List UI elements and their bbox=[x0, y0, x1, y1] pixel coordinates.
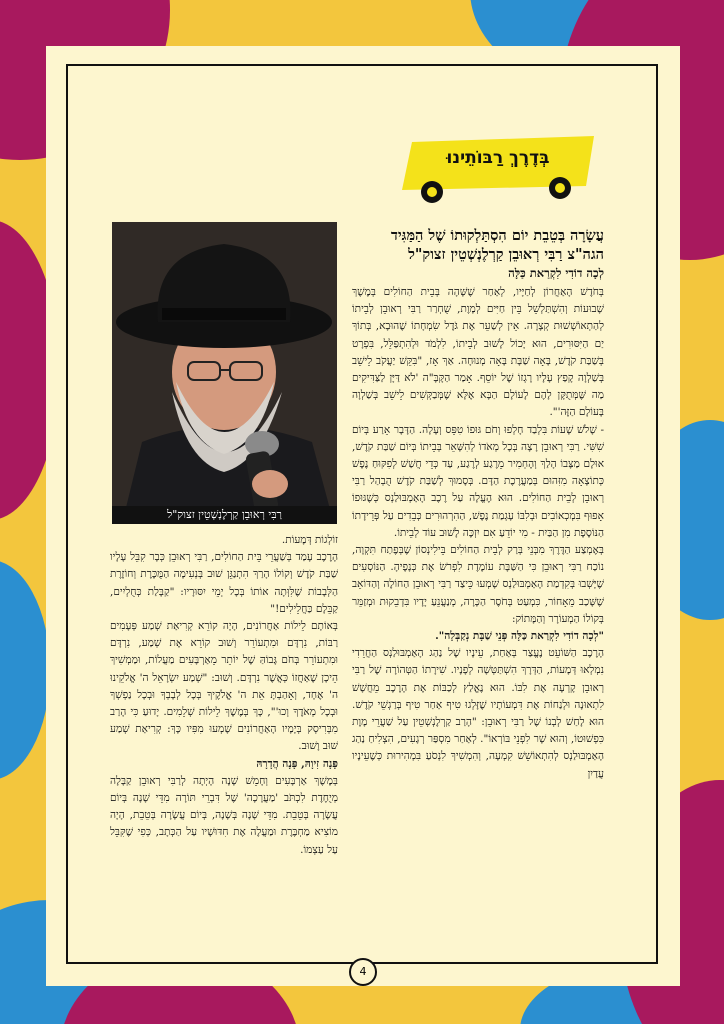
bg-blob bbox=[0, 560, 50, 780]
paragraph-quote: "לְכָה דוֹדִי לִקְרַאת כַּלָּה פְּנֵי שַׁבָּת נְקַבְּלָה". bbox=[435, 630, 604, 643]
paragraph: זוֹלְגוֹת דְּמָעוֹת. bbox=[281, 534, 338, 546]
photo-caption: רַבִּי רְאוּבֵן קַרְלֶנְשְׁטֵין זצוק"ל bbox=[112, 506, 337, 524]
portrait-illustration bbox=[112, 222, 337, 524]
page-number: 4 bbox=[349, 958, 377, 986]
bus-icon bbox=[398, 136, 598, 208]
paragraph: - שָׁלֹשׁ שָׁעוֹת בִּלְבַד חָלְפוּ וְחֹם גּוּפוֹ טִפֵּס וְעָלָה. הַדָּבָר אֵרַע בְּיוֹם שִׁשִּׁי. רַבִּי רְאוּבֵן רָצָה בְּכָל מְאֹדוֹ לְהִשָּׁאֵר בְּבֵיתוֹ בְּיוֹם שַׁבַּת קֹדֶשׁ, אוּלָם מַצָּבוֹ הָלַךְ וְהֶחְמִיר מֵרֶגַע לְרֶגַע, עַד כְּדֵי חֲשַׁשׁ לְפִקּוּחַ נֶפֶשׁ כְּתוֹצָאָה מִזִּהוּם בְּמַעֲרֶכֶת הַדָּם. בְּסָמוּךְ לְשַׁבַּת קֹדֶשׁ הֻבְהַל רַבִּי רְאוּבֵן לְבֵית הַחוֹלִים. הוּא הֶעֱלָה עַל רֶכֶב הָאַמְבּוּלַנְס כְּשֶׁגּוּפוֹ אָפוּף בִּמְכְאוֹבִים וּבְלִבּוֹ עָגְמַת נֶפֶשׁ, הַהִרְהוּרִים כְּבֵדִים עַל פְּרֵידָתוֹ הַנּוֹסֶפֶת מִן הַבַּיִת - מִי יוֹדֵעַ אִם יִזְכֶּה לָשׁוּב עוֹד לְבֵיתוֹ. bbox=[352, 423, 604, 539]
paragraph: בְּאֶמְצַע הַדֶּרֶךְ מִבְּנֵי בְּרַק לְבֵית הַחוֹלִים בֵּילִינְסוֹן שֶׁבְּפֶתַח תִּקְוָה, נוֹכַח רַבִּי רְאוּבֵן כִּי הַשַּׁבָּת עוֹמֶדֶת לִפְרֹשׂ אֶת כְּנָפֶיהָ. הַנּוֹסְעִים שֶׁיָּשְׁבוּ בְּקִדְמַת הָאַמְבּוּלַנְס שָׁמְעוּ כֵּיצַד רַבִּי רְאוּבֵן הַחוֹלֶה וְהַדּוֹאֵב שֶׁשָּׁכַב מֵאָחוֹר, כִּמְעַט בְּחֹסֶר הַכָּרָה, מְנַעֲנֵעַ יָדָיו בִּדְבֵקוּת וּמְזַמֵּר בְּקוֹלוֹ הַמְעוֹרָר וְהַמָּתוֹק: bbox=[352, 544, 604, 625]
portrait-photo bbox=[112, 222, 337, 524]
section-subheading: פָּנָה זִיוָהּ, פָּנָה הֲדָרָהּ bbox=[256, 757, 338, 770]
paragraph: הָרֶכֶב עָמַד בְּשַׁעֲרֵי בֵּית הַחוֹלִים, רַבִּי רְאוּבֵן כְּבָר קִבֵּל עָלָיו שַׁבַּת קֹדֶשׁ וְקוֹלוֹ הָרַךְ הִתְנַגֵּן שׁוּב בְּנְעִימָה הַמֻּכֶּרֶת וְחוֹזֶרֶת הַלְּבָבוֹת שֶׁלִּוְּתָה אוֹתוֹ בְּכָל יְמֵי יִסּוּרָיו: "קַבָּלַת כְּחֻלְיִים, קַבֵּלָם כַּחֲלֵילִים!" bbox=[110, 551, 338, 615]
paragraph: בְּאוֹתָם לֵילוֹת אַחֲרוֹנִים, הָיָה קוֹרֵא קְרִיאַת שְׁמַע פְּעָמִים רַבּוֹת, נִרְדָּם וּמִתְעוֹרֵר וְשׁוּב קוֹרֵא אֶת שְׁמַע, נִרְדָּם וּמִתְעוֹרֵר בְּחֹם גָּבוֹהַּ שֶׁל יוֹתֵר מֵאַרְבָּעִים מַעֲלוֹת, וּמַמְשִׁיךְ הֵיכָן שֶׁאַחֲזוֹ כְּאֲשֶׁר נִרְדָּם. וְשׁוּב: "שְׁמַע יִשְׂרָאֵל ה' אֱלֹקֵינוּ ה' אֶחָד, וְאָהַבְתָּ אֵת ה' אֱלֹקֶיךָ בְּכָל לְבָבְךָ וּבְכָל נַפְשְׁךָ וּבְכָל מְאֹדֶךָ וְכוּ'", כָּךְ בְּמֶשֶׁךְ לֵילוֹת שְׁלֵמִים. יָדוּעַ כִּי הָרַב מִבְּרִיסְק בְּיָמָיו הָאַחֲרוֹנִים שָׁמְעוּ מִפִּיו כָּךְ: קְרִיאַת שְׁמַע שׁוּב וָשׁוּב. bbox=[110, 620, 338, 753]
article-title: עֲשָׂרָה בְּטֵבֵת יוֹם הִסְתַּלְקוּתוֹ שֶׁל הַמַּגִּיד הגה"צ רַבִּי רְאוּבֵן קַרְלֶנְשְׁטֵין זצוק"ל bbox=[390, 227, 604, 263]
paragraph: בְּחֹדֶשׁ הָאַחֲרוֹן לְחַיָּיו, לְאַחַר שֶׁשָּׁהָה בְּבֵית הַחוֹלִים בְּמֶשֶׁךְ שָׁבוּעוֹת וְהִשְׁתַּלְשֵׁל בֵּין חַיִּים לְמָוֶת, שֻׁחְרַר רַבִּי רְאוּבֵן לְבֵיתוֹ לְהַתְאוֹשְׁשׁוּת קְצָרָה. אֵין לְשַׁעֵר אֶת גֹּדֶל שִׂמְחָתוֹ שֶׁהוּבָא, בְּתוֹךְ יַם הַיִּסּוּרִים, הוּא יָכוֹל לָשׁוּב לְבֵיתוֹ, לִלְמֹד וּלְהִתְפַּלֵּל, בִּפְרָט בְּשַׁבַּת קֹדֶשׁ, בָּאָה שַׁבָּת בָּאָה מְנוּחָה. אַךְ אָז, "בִּקֵּשׁ יַעֲקֹב לֵישֵׁב בְּשַׁלְוָה קָפַץ עָלָיו רָגְזוֹ שֶׁל יוֹסֵף. אָמַר הַקָּבָּ"ה 'לֹא דַּיָּן לַצַּדִּיקִים מַה שֶּׁמְּתֻקָּן לָהֶם לָעוֹלָם הַבָּא אֶלָּא שֶׁמְּבַקְּשִׁים לֵישֵׁב בְּשַׁלְוָה בָּעוֹלָם הַזֶּה'". bbox=[352, 286, 604, 419]
article-column-right bbox=[352, 284, 604, 960]
paragraph: הָרֶכֶב הַשּׁוֹעֵט נֶעֱצַר בְּאַחַת, עֵינָיו שֶׁל נַהַג הָאַמְבּוּלַנְס הַחֲרֵדִי נִמְלְאוּ דְּמָעוֹת, הַדְּרָךְ הִשְׁתַּטְּשָׁה לְפָנָיו. שִׁירָתוֹ הַטְּהוֹרָה שֶׁל רַבִּי רְאוּבֵן קָרְעָה אֶת לִבּוֹ. הוּא נֶאֱלַץ לְכַבּוֹת אֶת הָרֶכֶב מֵחֲשָׁשׁ לִתְאוּנָה וּלְנַחוֹת אֶת דִּמְעוֹתָיו שֶׁזָּלְגוּ טִיף אַחַר טִיף בְּרַגְשֵׁי קֹדֶשׁ. הוּא לָחַשׁ לְבְנוֹ שֶׁל רַבִּי רְאוּבֵן: "הָרַב קַרְלֶנְשְׁטֵין עַל שַׁעֲרֵי מָוֶת כִּפְשׁוּטוֹ, וְהוּא שָׁר לִפְנֵי בּוֹרְאוֹ". לְאַחַר מִסְפַּר רְגָעִים, הִצְלִיחַ נַהַג הָאַמְבּוּלַנְס לְהִתְאוֹשֵׁשׁ קִמְעָה, וְהִמְשִׁיךְ לִנְסֹעַ בִּמְהִירוּת כְּשֶׁעֵינָיו עֲדַיִן bbox=[352, 647, 604, 780]
article-column-left bbox=[110, 532, 338, 912]
section-header-label: בְּדֶרֶךְ רַבּוֹתֵינוּ bbox=[446, 148, 550, 168]
article-subtitle: לְכָה דוֹדִי לִקְרַאת כַּלָּה bbox=[508, 266, 604, 280]
paragraph: בְּמֶשֶׁךְ אַרְבָּעִים וְחָמֵשׁ שָׁנָה הָיְתָה לְרַבִּי רְאוּבֵן קַבָּלָה מְיֻחֶדֶת לִכְתֹּב 'מַעֲרָכָה' שֶׁל דִּבְרֵי תּוֹרָה מִדֵּי שָׁנָה בְּיוֹם עֲשָׂרָה בְּטֵבֵת. מִדֵּי שָׁנָה בְּשָׁנָה, בְּיוֹם עֲשָׂרָה בְּטֵבֵת, הָיָה מוֹצִיא מַחְבֶּרֶת וּמַעֲלֶה אֶת חִדּוּשָׁיו עַל הַכְּתָב, כְּפִי שֶׁקִּבֵּל עַל עַצְמוֹ. bbox=[110, 774, 338, 856]
section-header-badge bbox=[398, 136, 598, 190]
